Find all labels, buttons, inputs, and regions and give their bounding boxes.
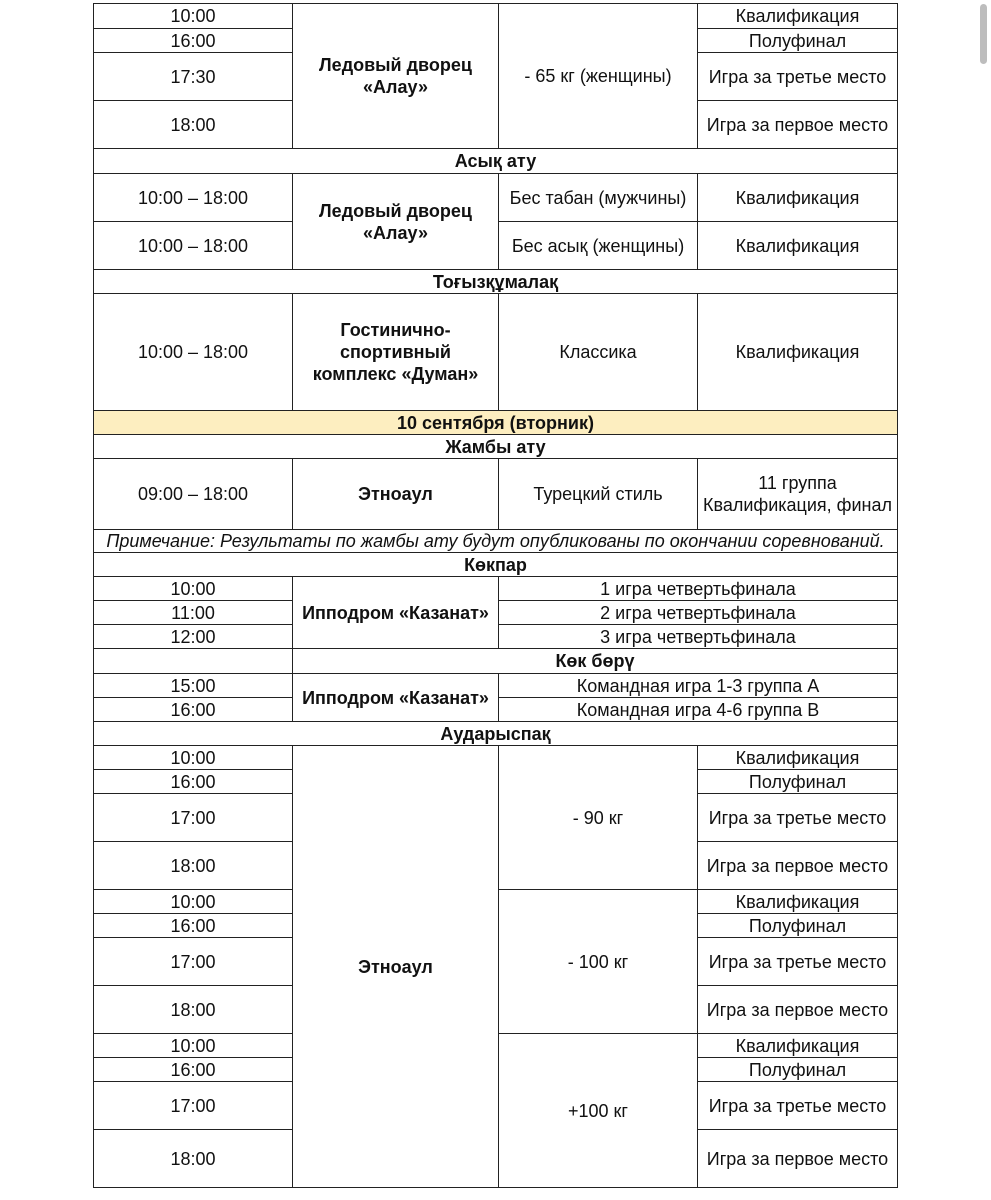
section-title-asyk: Асық ату [94, 149, 898, 174]
time-cell: 17:00 [94, 794, 293, 842]
category-cell: Турецкий стиль [499, 459, 698, 530]
time-cell: 12:00 [94, 625, 293, 649]
time-cell: 17:00 [94, 938, 293, 986]
venue-cell: Гостинично-спортивный комплекс «Думан» [293, 294, 499, 411]
time-cell: 16:00 [94, 29, 293, 53]
time-cell: 09:00 – 18:00 [94, 459, 293, 530]
section-title-audaryspak: Аударыспақ [94, 722, 898, 746]
stage-cell: Полуфинал [698, 1058, 898, 1082]
time-cell: 15:00 [94, 674, 293, 698]
section-title-kokboru: Көк бөрү [293, 649, 898, 674]
venue-cell: Ипподром «Казанат» [293, 577, 499, 649]
section-title-zhamby: Жамбы ату [94, 435, 898, 459]
stage-cell: Полуфинал [698, 914, 898, 938]
time-cell: 11:00 [94, 601, 293, 625]
venue-cell: Этноаул [293, 459, 499, 530]
time-cell: 17:00 [94, 1082, 293, 1130]
empty-cell [94, 649, 293, 674]
stage-cell: Игра за третье место [698, 1082, 898, 1130]
category-cell: +100 кг [499, 1034, 698, 1188]
stage-cell: Игра за первое место [698, 101, 898, 149]
stage-cell: Квалификация [698, 174, 898, 222]
stage-cell: Полуфинал [698, 29, 898, 53]
time-cell: 18:00 [94, 842, 293, 890]
stage-cell: Квалификация [698, 890, 898, 914]
event-cell: Командная игра 4-6 группа B [499, 698, 898, 722]
venue-cell: Ледовый дворец «Алау» [293, 4, 499, 149]
section-title-togyz: Тоғызқұмалақ [94, 270, 898, 294]
venue-cell: Ипподром «Казанат» [293, 674, 499, 722]
stage-cell: Игра за первое место [698, 986, 898, 1034]
category-cell: - 65 кг (женщины) [499, 4, 698, 149]
stage-cell: 11 группа Квалификация, финал [698, 459, 898, 530]
venue-cell: Этноаул [293, 746, 499, 1188]
stage-cell: Полуфинал [698, 770, 898, 794]
category-cell: Классика [499, 294, 698, 411]
time-cell: 10:00 [94, 890, 293, 914]
scrollbar[interactable] [980, 4, 987, 64]
stage-cell: Квалификация [698, 222, 898, 270]
event-cell: 2 игра четвертьфинала [499, 601, 898, 625]
time-cell: 10:00 – 18:00 [94, 294, 293, 411]
time-cell: 10:00 [94, 4, 293, 29]
time-cell: 16:00 [94, 1058, 293, 1082]
category-cell: - 90 кг [499, 746, 698, 890]
time-cell: 10:00 [94, 1034, 293, 1058]
stage-cell: Квалификация [698, 294, 898, 411]
time-cell: 10:00 [94, 577, 293, 601]
event-cell: 1 игра четвертьфинала [499, 577, 898, 601]
time-cell: 18:00 [94, 101, 293, 149]
stage-cell: Квалификация [698, 1034, 898, 1058]
category-cell: - 100 кг [499, 890, 698, 1034]
date-header: 10 сентября (вторник) [94, 411, 898, 435]
stage-cell: Игра за третье место [698, 53, 898, 101]
time-cell: 16:00 [94, 698, 293, 722]
category-cell: Бес асық (женщины) [499, 222, 698, 270]
time-cell: 18:00 [94, 986, 293, 1034]
category-cell: Бес табан (мужчины) [499, 174, 698, 222]
time-cell: 10:00 [94, 746, 293, 770]
note-row: Примечание: Результаты по жамбы ату будут опубликованы по окончании соревнований. [94, 530, 898, 553]
stage-cell: Игра за третье место [698, 794, 898, 842]
time-cell: 10:00 – 18:00 [94, 222, 293, 270]
schedule-table [93, 3, 898, 1188]
stage-cell: Квалификация [698, 746, 898, 770]
time-cell: 16:00 [94, 914, 293, 938]
time-cell: 18:00 [94, 1130, 293, 1188]
stage-cell: Игра за первое место [698, 842, 898, 890]
stage-cell: Игра за третье место [698, 938, 898, 986]
time-cell: 16:00 [94, 770, 293, 794]
stage-cell: Игра за первое место [698, 1130, 898, 1188]
venue-cell: Ледовый дворец «Алау» [293, 174, 499, 270]
event-cell: 3 игра четвертьфинала [499, 625, 898, 649]
time-cell: 10:00 – 18:00 [94, 174, 293, 222]
event-cell: Командная игра 1-3 группа A [499, 674, 898, 698]
time-cell: 17:30 [94, 53, 293, 101]
stage-cell: Квалификация [698, 4, 898, 29]
section-title-kokpar: Көкпар [94, 553, 898, 577]
